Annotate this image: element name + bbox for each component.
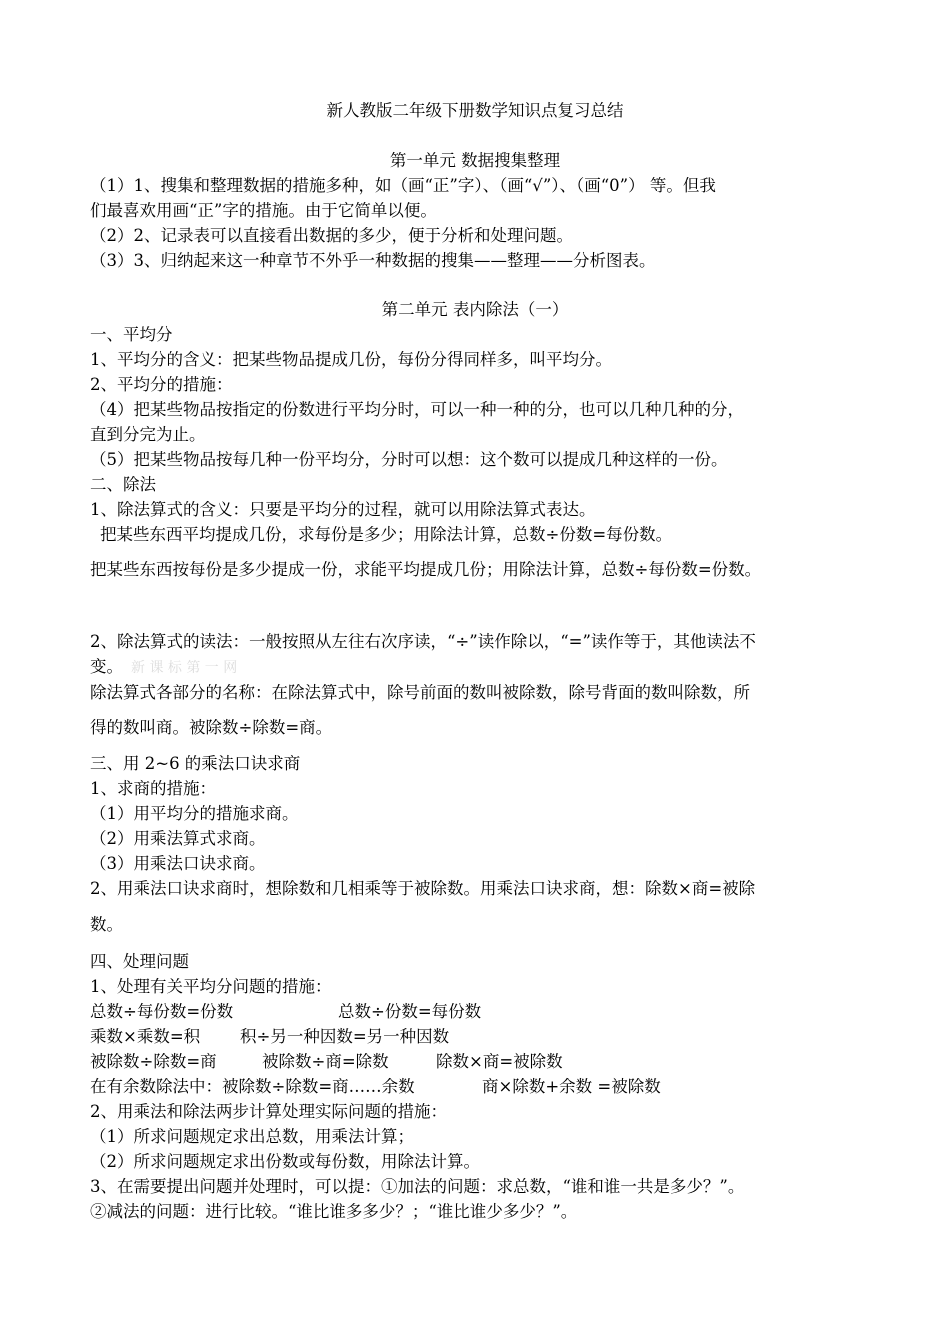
paragraph: 2、用乘法口诀求商时，想除数和几相乘等于被除数。用乘法口诀求商，想：除数×商=被除 [90, 879, 756, 898]
paragraph: （2）用乘法算式求商。 [90, 829, 266, 848]
unit1-paragraph-1-line-1: （1）1、搜集和整理数据的措施多种，如（画“正”字）、（画“√”）、（画“0”） 等。但我 [90, 176, 716, 195]
unit1-paragraph-2: （2）2、记录表可以直接看出数据的多少，便于分析和处理问题。 [90, 226, 573, 245]
unit1-paragraph-1-line-2: 们最喜欢用画“正”字的措施。由于它简单以便。 [90, 201, 437, 220]
formula: 乘数×乘数=积 [90, 1027, 201, 1046]
section-heading: 二、除法 [90, 475, 156, 494]
unit1-heading: 第一单元 数据搜集整理 [389, 151, 561, 170]
section-heading: 一、平均分 [90, 325, 173, 344]
paragraph: 2、平均分的措施： [90, 375, 233, 394]
unit1-paragraph-3: （3）3、归纳起来这一种章节不外乎一种数据的搜集——整理——分析图表。 [90, 251, 656, 270]
paragraph: 数。 [90, 915, 123, 934]
paragraph: 1、求商的措施： [90, 779, 216, 798]
formula: 商×除数+余数 =被除数 [482, 1077, 661, 1096]
paragraph: 1、平均分的含义：把某些物品提成几份，每份分得同样多，叫平均分。 [90, 350, 612, 369]
paragraph: （1）用平均分的措施求商。 [90, 804, 299, 823]
formula: 被除数÷商=除数 [262, 1052, 389, 1071]
document-title: 新人教版二年级下册数学知识点复习总结 [326, 101, 624, 120]
formula-row [90, 1000, 870, 1024]
paragraph: 得的数叫商。被除数÷除数=商。 [90, 718, 333, 737]
paragraph: 1、处理有关平均分问题的措施： [90, 977, 332, 996]
formula-row [90, 1075, 870, 1099]
paragraph: 2、用乘法和除法两步计算处理实际问题的措施： [90, 1102, 447, 1121]
paragraph [90, 655, 870, 680]
formula: 被除数÷除数=商 [90, 1052, 217, 1071]
paragraph: （5）把某些物品按每几种一份平均分，分时可以想：这个数可以提成几种这样的一份。 [90, 450, 728, 469]
formula: 积÷另一种因数=另一种因数 [240, 1027, 450, 1046]
section-heading: 四、处理问题 [90, 952, 189, 971]
formula-row [90, 1025, 870, 1049]
paragraph: 直到分完为止。 [90, 425, 206, 444]
paragraph: 1、除法算式的含义：只要是平均分的过程，就可以用除法算式表达。 [90, 500, 596, 519]
paragraph: 2、除法算式的读法：一般按照从左往右次序读，“÷”读作除以，“=”读作等于，其他读法不 [90, 632, 756, 651]
paragraph: （3）用乘法口诀求商。 [90, 854, 266, 873]
formula: 除数×商=被除数 [436, 1052, 563, 1071]
formula: 总数÷每份数=份数 [90, 1002, 234, 1021]
paragraph: 除法算式各部分的名称：在除法算式中，除号前面的数叫被除数，除号背面的数叫除数，所 [90, 683, 750, 702]
section-heading: 三、用 2~6 的乘法口诀求商 [90, 754, 301, 773]
paragraph-text: 变。 [90, 657, 123, 676]
watermark-text: 新 课 标 第 一 网 [131, 660, 238, 676]
paragraph: （2）所求问题规定求出份数或每份数，用除法计算。 [90, 1152, 480, 1171]
paragraph: 把某些东西平均提成几份，求每份是多少；用除法计算，总数÷份数=每份数。 [100, 525, 673, 544]
paragraph: 把某些东西按每份是多少提成一份，求能平均提成几份；用除法计算，总数÷每份数=份数。 [90, 560, 762, 579]
formula-row [90, 1050, 870, 1074]
formula: 总数÷份数=每份数 [338, 1002, 482, 1021]
paragraph: （4）把某些物品按指定的份数进行平均分时，可以一种一种的分，也可以几种几种的分， [90, 400, 744, 419]
unit2-heading: 第二单元 表内除法（一） [381, 300, 569, 319]
paragraph: （1）所求问题规定求出总数，用乘法计算； [90, 1127, 414, 1146]
paragraph: 3、在需要提出问题并处理时，可以提：①加法的问题：求总数，“谁和谁一共是多少？”。 [90, 1177, 745, 1196]
paragraph: ②减法的问题：进行比较。“谁比谁多多少？；“谁比谁少多少？”。 [90, 1202, 578, 1221]
formula: 在有余数除法中：被除数÷除数=商……余数 [90, 1077, 415, 1096]
